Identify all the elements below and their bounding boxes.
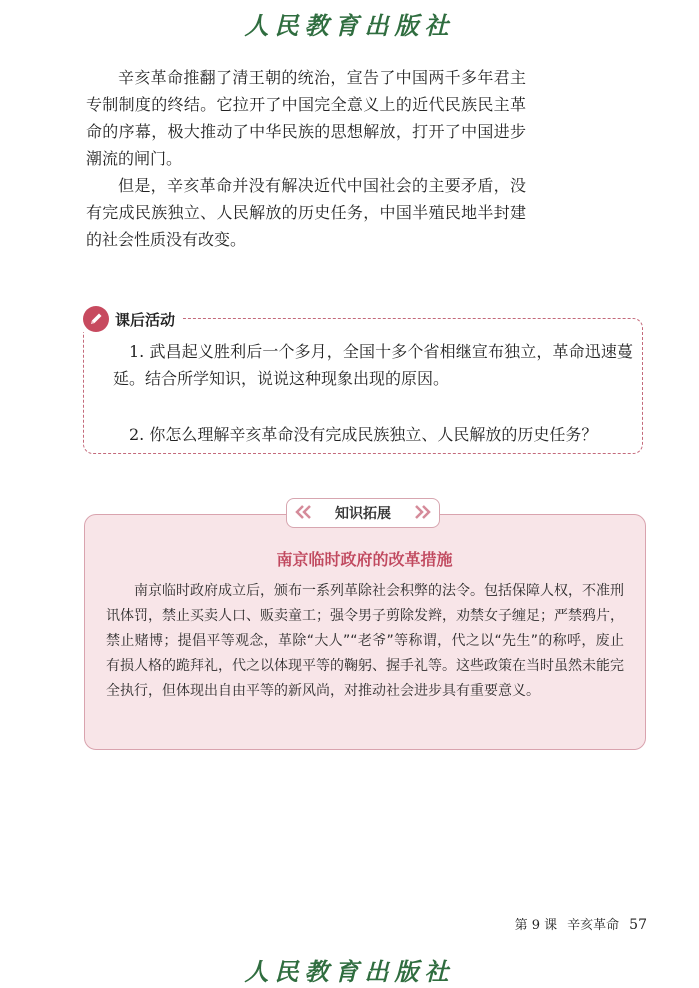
activity-title: 课后活动 xyxy=(115,310,176,329)
double-chevron-left-icon xyxy=(295,504,313,523)
knowledge-paragraph: 南京临时政府成立后，颁布一系列革除社会积弊的法令。包括保障人权，不准刑讯体罚，禁止买卖人口、贩卖童工；强令男子剪除发辫，劝禁女子缠足；严禁鸦片，禁止赌博；提倡平等观念，革除“大人”“老爷”等称谓，代之以“先生”的称呼，废止有损人格的跪拜礼，代之以体现平等的鞠躬、握手礼等。这些政策在当时虽然未能完全执行，但体现出自由平等的新风尚，对推动社会进步具有重要意义。 xyxy=(106,583,624,699)
main-text xyxy=(86,64,526,253)
pencil-icon xyxy=(83,306,109,332)
knowledge-tab xyxy=(286,498,440,528)
lesson-number: 第 9 课 xyxy=(514,918,558,933)
knowledge-box xyxy=(84,514,646,750)
page-footer xyxy=(515,914,647,933)
lesson-title: 辛亥革命 xyxy=(567,918,620,933)
page-number: 57 xyxy=(629,917,647,933)
double-chevron-right-icon xyxy=(413,504,431,523)
activity-header xyxy=(83,306,183,332)
paragraph-1: 辛亥革命推翻了清王朝的统治，宣告了中国两千多年君主专制制度的终结。它拉开了中国完全意义上的近代民族民主革命的序幕，极大推动了中华民族的思想解放，打开了中国进步潮流的闸门。 xyxy=(86,68,526,168)
activity-question-2: 2. 你怎么理解辛亥革命没有完成民族独立、人民解放的历史任务？ xyxy=(129,425,598,444)
activity-question-1: 1. 武昌起义胜利后一个多月，全国十多个省相继宣布独立，革命迅速蔓延。结合所学知识，说说这种现象出现的原因。 xyxy=(113,342,633,388)
after-class-activity xyxy=(83,306,647,458)
knowledge-heading: 南京临时政府的改革措施 xyxy=(276,550,453,569)
publisher-logo-top: 人民教育出版社 xyxy=(244,11,455,40)
publisher-logo-bottom: 人民教育出版社 xyxy=(244,957,455,986)
knowledge-tab-title: 知识拓展 xyxy=(335,506,391,522)
paragraph-2: 但是，辛亥革命并没有解决近代中国社会的主要矛盾，没有完成民族独立、人民解放的历史任务，中国半殖民地半封建的社会性质没有改变。 xyxy=(86,176,526,249)
